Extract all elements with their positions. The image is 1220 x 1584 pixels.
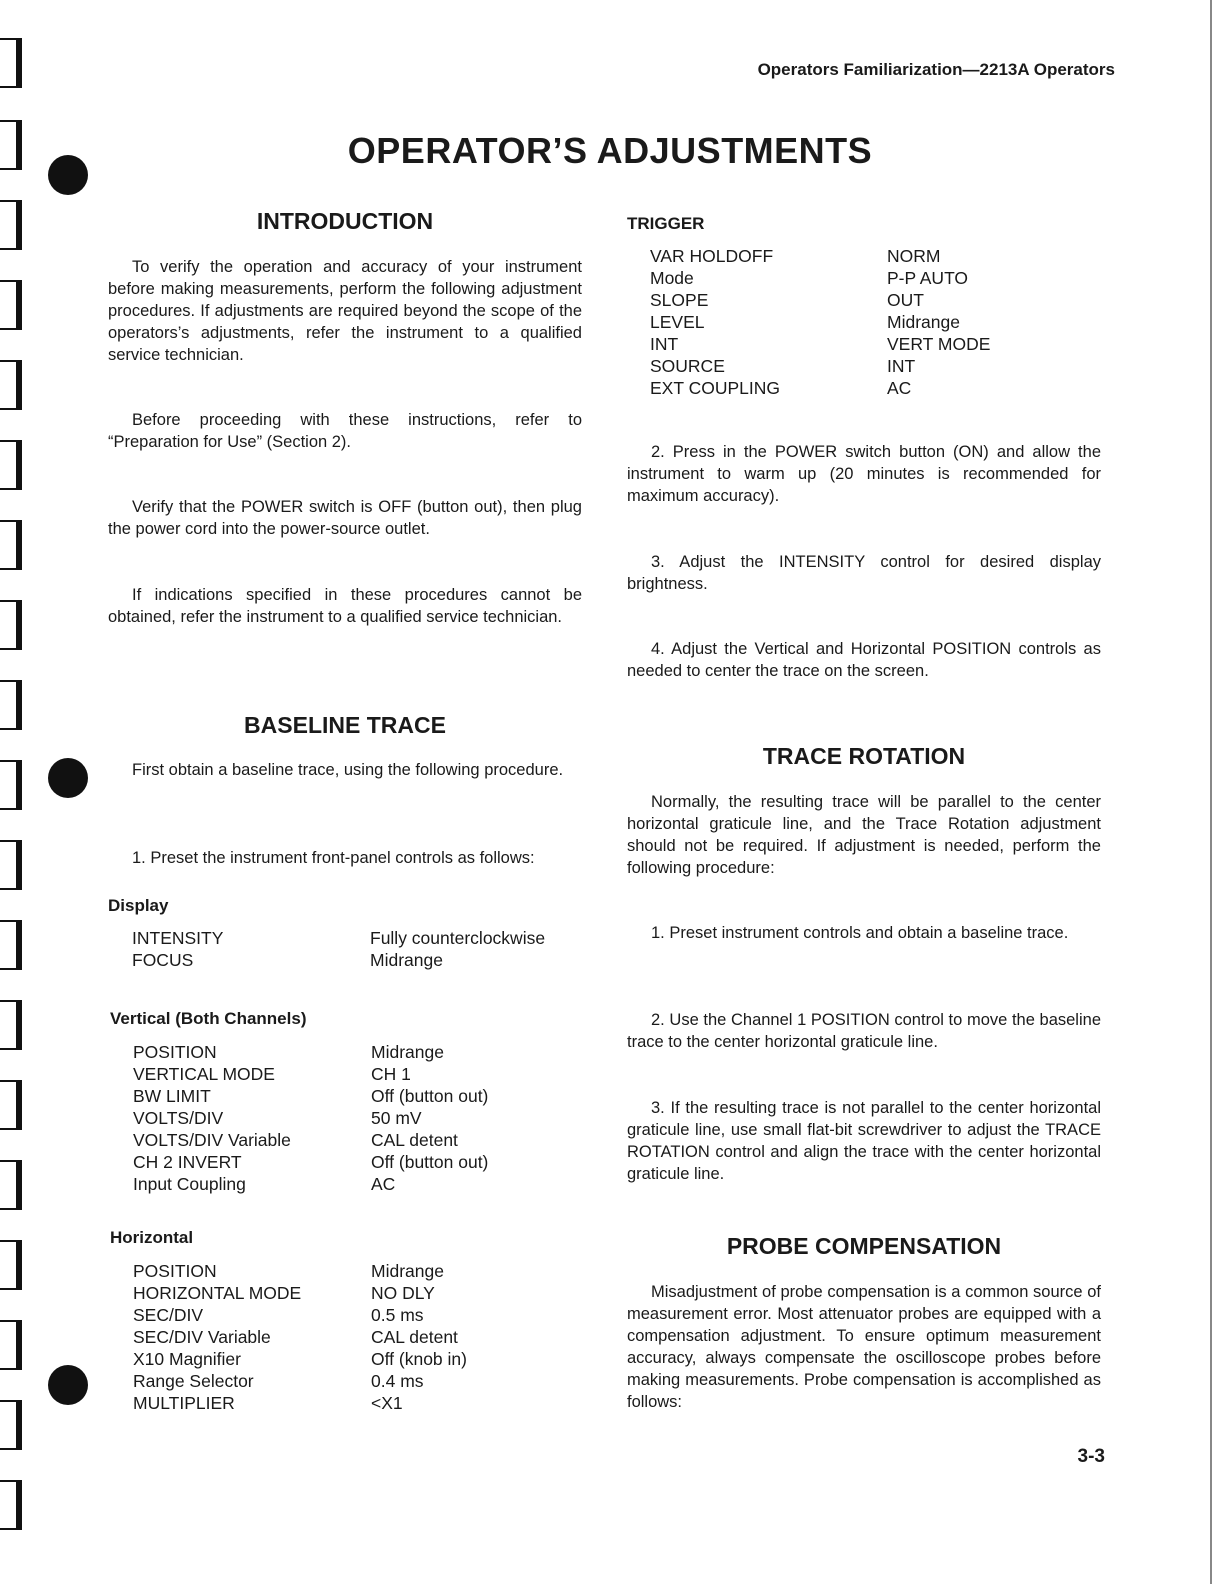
setting-value: OUT: [887, 290, 924, 310]
setting-name: SEC/DIV: [133, 1305, 204, 1325]
setting-value: CH 1: [371, 1064, 411, 1084]
punch-hole: [48, 1365, 88, 1405]
trace-rotation-paragraph: [627, 791, 1101, 879]
settings-row: [650, 377, 1110, 399]
trace-rotation-step-3-text: 3. If the resulting trace is not parallel to the center horizontal graticule line, use small flat-bit screwdriver to adjust the TRACE ROTATION control and align the trace with the center horizontal graticule line.: [627, 1099, 1101, 1183]
setting-name: POSITION: [133, 1042, 217, 1062]
settings-row: [133, 1041, 583, 1063]
settings-row: [133, 1304, 583, 1326]
settings-row: [133, 1063, 583, 1085]
probe-compensation-paragraph-text: Misadjustment of probe compensation is a common source of measurement error. Most attenuator probes are equipped with a compensation adjustment. To ensure optimum measurement accuracy, always compensate the oscilloscope probes before making measurements. Probe compensation is accomplished as follows:: [627, 1283, 1101, 1411]
baseline-step-1: [108, 847, 582, 869]
intro-paragraph-2: [108, 409, 582, 453]
binder-mark: [0, 38, 22, 88]
punch-hole: [48, 758, 88, 798]
binder-mark: [0, 600, 22, 650]
setting-value: Off (knob in): [371, 1349, 467, 1369]
setting-value: Off (button out): [371, 1152, 489, 1172]
binder-mark: [0, 760, 22, 810]
trace-rotation-heading: TRACE ROTATION: [762, 743, 966, 769]
setting-value: CAL detent: [371, 1327, 458, 1347]
baseline-step-2-text: 2. Press in the POWER switch button (ON) and allow the instrument to warm up (20 minutes is recommended for maximum accuracy).: [627, 443, 1101, 505]
binder-mark: [0, 840, 22, 890]
settings-row: [650, 355, 1110, 377]
settings-row: [650, 267, 1110, 289]
binder-mark: [0, 200, 22, 250]
intro-paragraph-3-text: Verify that the POWER switch is OFF (button out), then plug the power cord into the power-source outlet.: [108, 498, 582, 538]
baseline-trace-heading: BASELINE TRACE: [244, 712, 446, 738]
trigger-settings: [650, 245, 1110, 399]
setting-name: VERTICAL MODE: [133, 1064, 275, 1084]
setting-name: FOCUS: [132, 950, 194, 970]
intro-paragraph-1: [108, 256, 582, 366]
settings-row: [133, 1392, 583, 1414]
setting-value: 0.5 ms: [371, 1305, 424, 1325]
intro-paragraph-2-text: Before proceeding with these instructions, refer to “Preparation for Use” (Section 2).: [108, 411, 582, 451]
trigger-heading: TRIGGER: [627, 214, 705, 233]
setting-name: INT: [650, 334, 679, 354]
settings-row: [133, 1129, 583, 1151]
intro-paragraph-1-text: To verify the operation and accuracy of your instrument before making measurements, perform the following adjustment procedures. If adjustments are required beyond the scope of the operators’s adjustments, refer the instrument to a qualified service technician.: [108, 258, 582, 364]
intro-paragraph-3: [108, 496, 582, 540]
setting-name: HORIZONTAL MODE: [133, 1283, 302, 1303]
settings-row: [132, 927, 582, 949]
binder-mark: [0, 1000, 22, 1050]
horizontal-settings: [133, 1260, 583, 1414]
setting-value: INT: [887, 356, 916, 376]
horizontal-heading: Horizontal: [110, 1228, 194, 1247]
setting-name: Mode: [650, 268, 694, 288]
page-title: OPERATOR’S ADJUSTMENTS: [347, 130, 873, 171]
setting-value: 50 mV: [371, 1108, 422, 1128]
binder-mark: [0, 1400, 22, 1450]
setting-name: LEVEL: [650, 312, 705, 332]
setting-value: NORM: [887, 246, 941, 266]
trace-rotation-step-1-text: 1. Preset instrument controls and obtain a baseline trace.: [651, 924, 1069, 942]
binder-mark: [0, 520, 22, 570]
settings-row: [133, 1107, 583, 1129]
settings-row: [133, 1348, 583, 1370]
setting-name: POSITION: [133, 1261, 217, 1281]
setting-name: MULTIPLIER: [133, 1393, 235, 1413]
running-head: Operators Familiarization—2213A Operators: [757, 60, 1115, 79]
setting-value: CAL detent: [371, 1130, 458, 1150]
binder-mark: [0, 1240, 22, 1290]
baseline-paragraph-1-text: First obtain a baseline trace, using the following procedure.: [132, 761, 564, 779]
binder-mark: [0, 280, 22, 330]
vertical-settings: [133, 1041, 583, 1195]
setting-name: EXT COUPLING: [650, 378, 780, 398]
setting-value: NO DLY: [371, 1283, 435, 1303]
binder-mark: [0, 440, 22, 490]
binder-mark: [0, 1480, 22, 1530]
binder-mark: [0, 1080, 22, 1130]
settings-row: [133, 1370, 583, 1392]
vertical-heading: Vertical (Both Channels): [110, 1009, 307, 1028]
setting-value: AC: [371, 1174, 396, 1194]
baseline-step-3: [627, 551, 1101, 595]
setting-name: X10 Magnifier: [133, 1349, 241, 1369]
setting-name: Range Selector: [133, 1371, 254, 1391]
page-number: 3-3: [1077, 1446, 1105, 1467]
baseline-step-4: [627, 638, 1101, 682]
settings-row: [133, 1260, 583, 1282]
intro-paragraph-4: [108, 584, 582, 628]
setting-value: 0.4 ms: [371, 1371, 424, 1391]
binder-mark: [0, 680, 22, 730]
trace-rotation-step-3: [627, 1097, 1101, 1185]
setting-name: INTENSITY: [132, 928, 224, 948]
setting-value: Midrange: [887, 312, 960, 332]
settings-row: [650, 311, 1110, 333]
setting-name: VAR HOLDOFF: [650, 246, 774, 266]
setting-value: Midrange: [370, 950, 443, 970]
baseline-step-2: [627, 441, 1101, 507]
trace-rotation-paragraph-text: Normally, the resulting trace will be parallel to the center horizontal graticule line, and the Trace Rotation adjustment should not be required. If adjustment is needed, perform the following procedure:: [627, 793, 1101, 877]
setting-name: VOLTS/DIV: [133, 1108, 224, 1128]
settings-row: [133, 1085, 583, 1107]
setting-value: Midrange: [371, 1042, 444, 1062]
page-edge: [1210, 0, 1212, 1584]
binder-mark: [0, 1160, 22, 1210]
binder-mark: [0, 360, 22, 410]
setting-name: VOLTS/DIV Variable: [133, 1130, 291, 1150]
probe-compensation-paragraph: [627, 1281, 1101, 1413]
setting-value: AC: [887, 378, 912, 398]
intro-paragraph-4-text: If indications specified in these procedures cannot be obtained, refer the instrument to a qualified service technician.: [108, 586, 582, 626]
settings-row: [650, 245, 1110, 267]
setting-name: BW LIMIT: [133, 1086, 211, 1106]
setting-name: Input Coupling: [133, 1174, 246, 1194]
settings-row: [133, 1151, 583, 1173]
setting-name: SEC/DIV Variable: [133, 1327, 271, 1347]
setting-name: CH 2 INVERT: [133, 1152, 242, 1172]
baseline-step-3-text: 3. Adjust the INTENSITY control for desired display brightness.: [627, 553, 1101, 593]
baseline-paragraph-1: [108, 759, 582, 781]
settings-row: [133, 1282, 583, 1304]
introduction-heading: INTRODUCTION: [256, 208, 434, 234]
binder-mark: [0, 920, 22, 970]
trace-rotation-step-2-text: 2. Use the Channel 1 POSITION control to move the baseline trace to the center horizontal graticule line.: [627, 1011, 1101, 1051]
binder-mark: [0, 1320, 22, 1370]
setting-value: Fully counterclockwise: [370, 928, 546, 948]
setting-name: SLOPE: [650, 290, 709, 310]
probe-compensation-heading: PROBE COMPENSATION: [726, 1233, 1002, 1259]
settings-row: [650, 289, 1110, 311]
setting-value: VERT MODE: [887, 334, 991, 354]
baseline-step-4-text: 4. Adjust the Vertical and Horizontal POSITION controls as needed to center the trace on the screen.: [627, 640, 1101, 680]
settings-row: [133, 1173, 583, 1195]
settings-row: [650, 333, 1110, 355]
setting-value: Midrange: [371, 1261, 444, 1281]
setting-name: SOURCE: [650, 356, 725, 376]
setting-value: P-P AUTO: [887, 268, 969, 288]
settings-row: [133, 1326, 583, 1348]
settings-row: [132, 949, 582, 971]
setting-value: <X1: [371, 1393, 403, 1413]
display-settings: [132, 927, 582, 971]
setting-value: Off (button out): [371, 1086, 489, 1106]
trace-rotation-step-1: [627, 922, 1101, 944]
display-heading: Display: [108, 896, 169, 915]
trace-rotation-step-2: [627, 1009, 1101, 1053]
baseline-step-1-text: 1. Preset the instrument front-panel controls as follows:: [132, 849, 535, 867]
